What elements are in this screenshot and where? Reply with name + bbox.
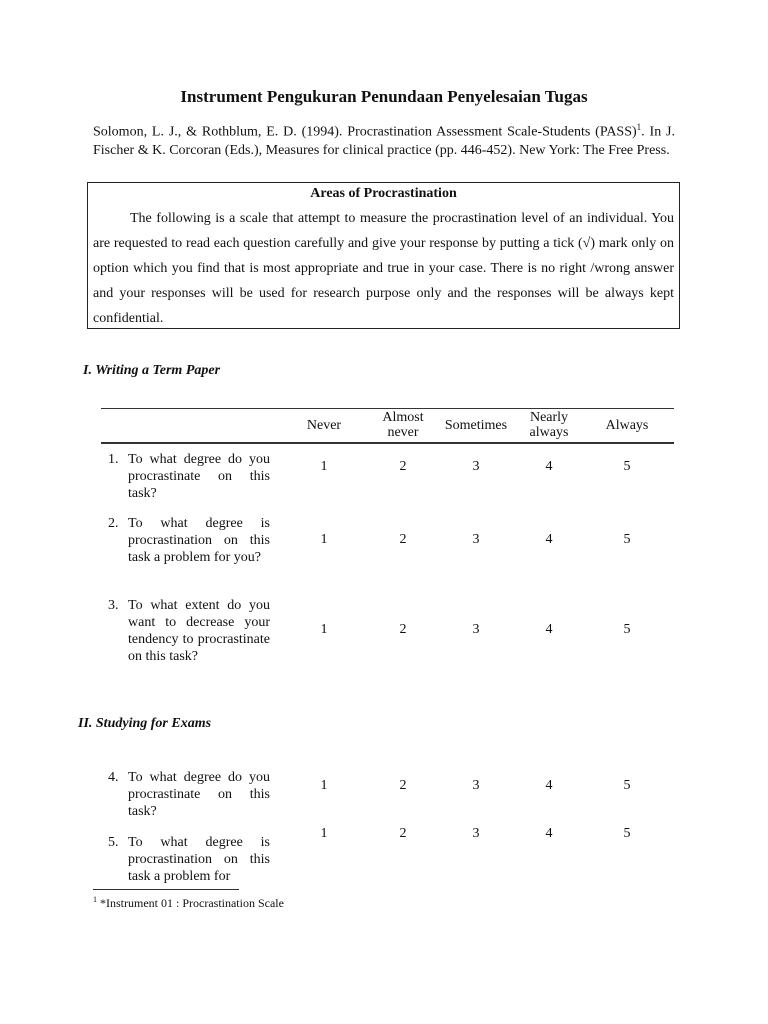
question-text: To what degree is procrastination on this task a problem for [128,835,270,884]
scale-option-4[interactable]: 4 [545,532,553,547]
scale-option-4[interactable]: 4 [545,826,553,841]
scale-option-1[interactable]: 1 [320,459,328,474]
scale-option-5[interactable]: 5 [623,622,631,637]
scale-option-2[interactable]: 2 [399,826,407,841]
citation-text-cont: . In J. Fischer & K. Corcoran (Eds.), Measures for clinical practice (pp. 446-452). New York: The Free Press. [93,124,675,158]
question-5 [108,834,270,885]
question-text: To what degree is procrastination on this task a problem for you? [128,516,270,565]
footnote [93,895,284,911]
document-title: Instrument Pengukuran Penundaan Penyelesaian Tugas [180,87,588,106]
question-number: 2. [108,516,119,531]
citation [93,118,675,160]
scale-option-4[interactable]: 4 [545,459,553,474]
footnote-rule [93,889,239,890]
section-heading-1: I. Writing a Term Paper [83,363,221,378]
scale-option-3[interactable]: 3 [472,532,480,547]
scale-option-1[interactable]: 1 [320,622,328,637]
question-2 [108,515,270,566]
citation-text: Solomon, L. J., & Rothblum, E. D. (1994). Procrastination Assessment Scale-Students (PASS) [93,124,637,140]
scale-option-2[interactable]: 2 [399,459,407,474]
question-text: To what degree do you procrastinate on this task? [128,452,270,501]
scale-option-4[interactable]: 4 [545,778,553,793]
question-number: 3. [108,598,119,613]
table-top-rule [101,408,674,409]
instructions-heading: Areas of Procrastination [310,186,457,201]
scale-option-1[interactable]: 1 [320,826,328,841]
question-text: To what extent do you want to decrease your tendency to procrastinate on this task? [128,598,270,664]
scale-option-5[interactable]: 5 [623,459,631,474]
section-heading-2: II. Studying for Exams [78,716,212,731]
scale-option-2[interactable]: 2 [399,532,407,547]
scale-option-3[interactable]: 3 [472,622,480,637]
header-always: Always [605,418,649,433]
header-almost-never: Almost never [382,410,424,440]
instructions-box [87,182,680,329]
scale-option-5[interactable]: 5 [623,532,631,547]
scale-option-4[interactable]: 4 [545,622,553,637]
scale-option-2[interactable]: 2 [399,622,407,637]
scale-option-5[interactable]: 5 [623,826,631,841]
footnote-text: *Instrument 01 : Procrastination Scale [97,896,284,910]
question-4 [108,769,270,820]
scale-option-3[interactable]: 3 [472,459,480,474]
scale-option-3[interactable]: 3 [472,826,480,841]
question-1 [108,451,270,502]
instructions-text: The following is a scale that attempt to measure the procrastination level of an individual. You are requested to read each question carefully and give your response by putting a tick (√) mark only on option which you find that is most appropriate and true in your case. There is no right /wrong answer and your responses will be used for research purpose only and the responses will be always kept confidential. [93,211,674,326]
header-sometimes: Sometimes [444,418,508,433]
scale-option-2[interactable]: 2 [399,778,407,793]
question-number: 5. [108,835,119,850]
scale-option-5[interactable]: 5 [623,778,631,793]
scale-option-1[interactable]: 1 [320,778,328,793]
header-never: Never [306,418,342,433]
question-number: 1. [108,452,119,467]
question-text: To what degree do you procrastinate on this task? [128,770,270,819]
question-number: 4. [108,770,119,785]
footnote-number: 1 [93,895,97,904]
scale-option-1[interactable]: 1 [320,532,328,547]
footnote-ref: 1 [636,122,642,132]
question-3 [108,597,270,665]
header-nearly-always: Nearly always [529,410,569,440]
scale-option-3[interactable]: 3 [472,778,480,793]
table-header-rule [101,442,674,444]
